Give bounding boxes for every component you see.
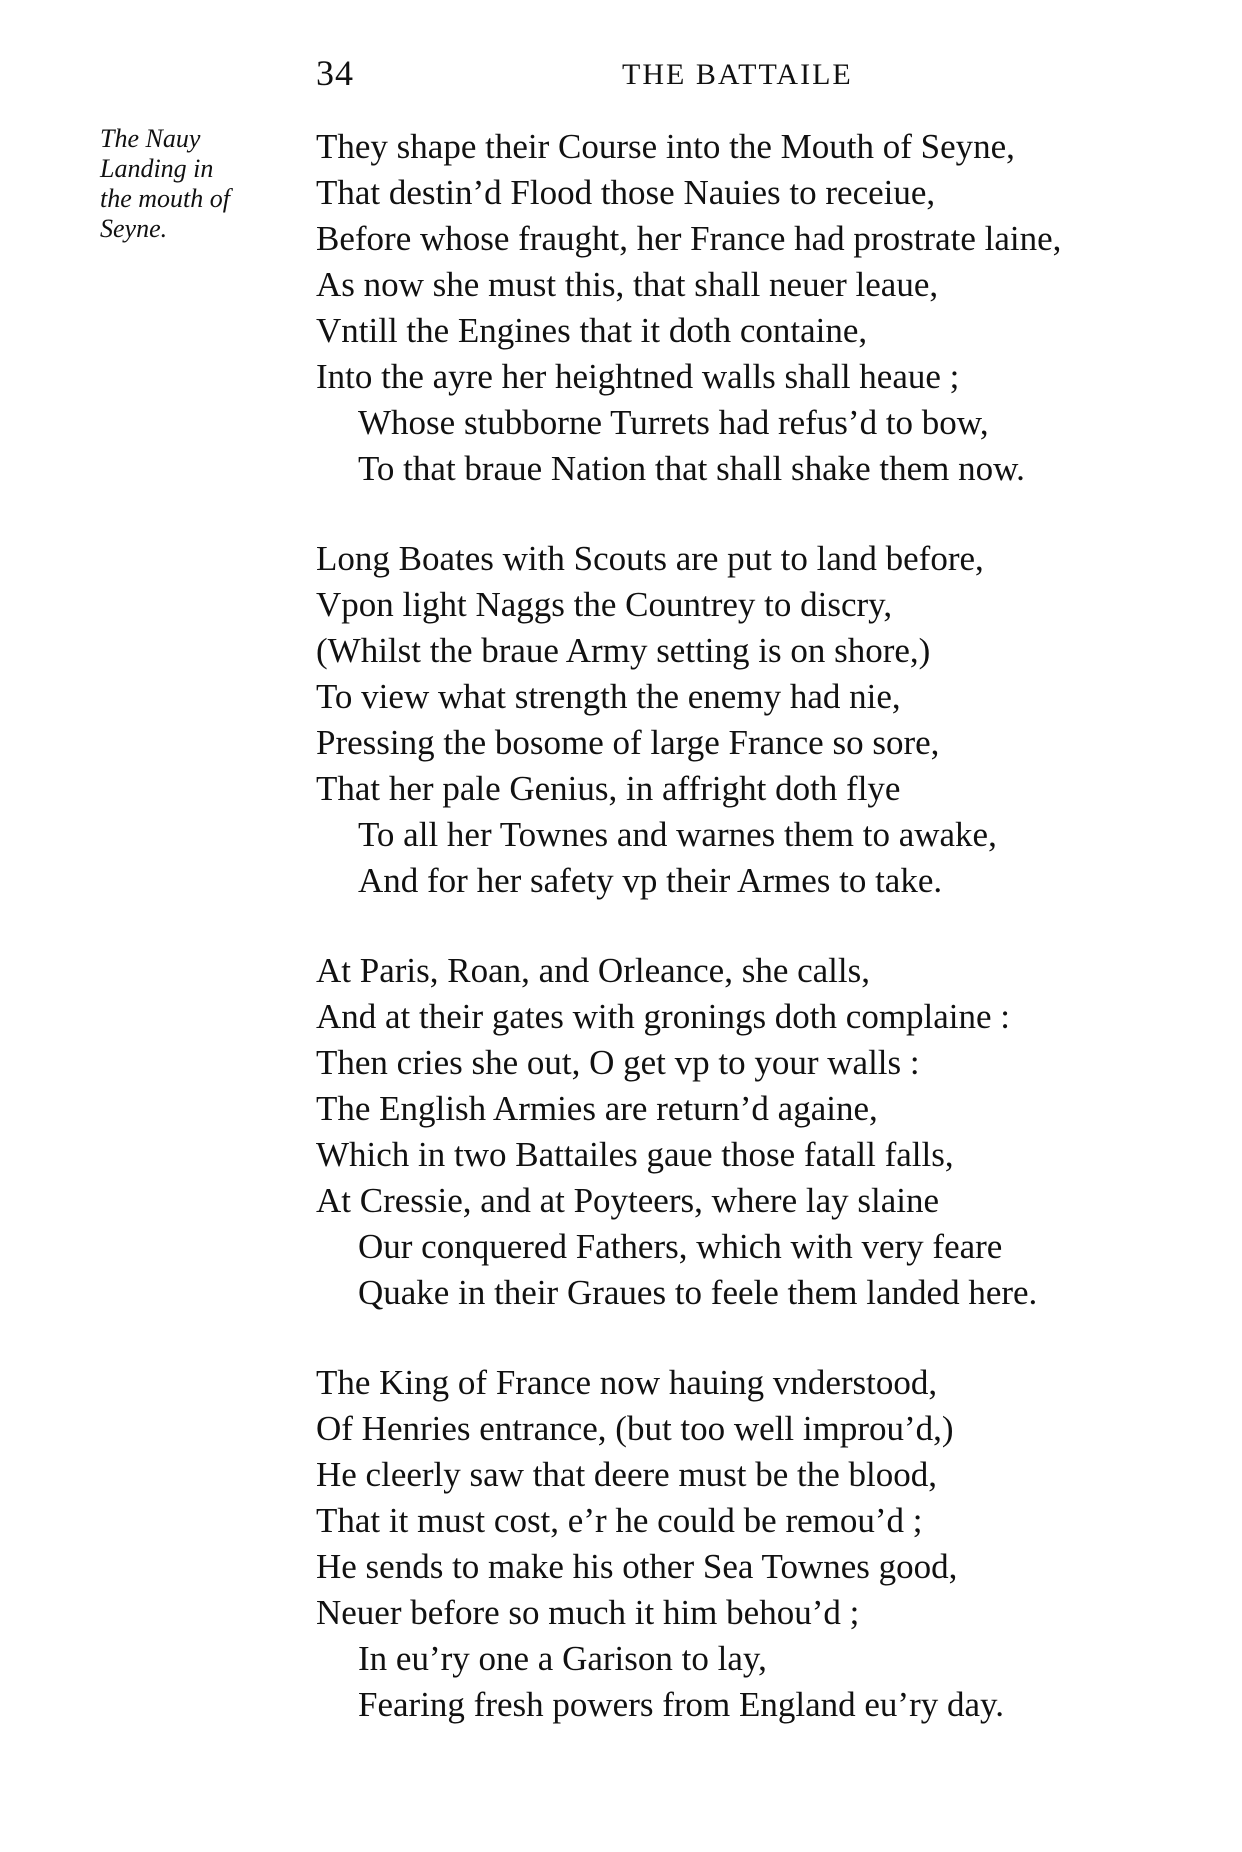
verse-line: Of Henries entrance, (but too well improu’d,) (316, 1409, 954, 1448)
margin-note-line: Seyne. (100, 214, 168, 243)
verse-line-couplet: Whose stubborne Turrets had refus’d to bow, (358, 403, 989, 442)
page-number: 34 (316, 53, 354, 93)
stanza-3 (316, 948, 1216, 1316)
margin-note-line: the mouth of (100, 184, 230, 213)
verse-line-couplet: To all her Townes and warnes them to awake, (358, 815, 997, 854)
verse-line: They shape their Course into the Mouth of Seyne, (316, 127, 1015, 166)
verse-line-couplet: Quake in their Graues to feele them landed here. (358, 1273, 1038, 1312)
verse-line-couplet: In eu’ry one a Garison to lay, (358, 1639, 767, 1678)
margin-note-line: The Nauy (100, 124, 201, 153)
margin-note (100, 124, 300, 244)
stanza-2 (316, 536, 1216, 904)
verse-line: Long Boates with Scouts are put to land before, (316, 539, 984, 578)
verse-line: Before whose fraught, her France had prostrate laine, (316, 219, 1062, 258)
margin-note-line: Landing in (100, 154, 214, 183)
stanza-1 (316, 124, 1216, 492)
verse-line-couplet: To that braue Nation that shall shake them now. (358, 449, 1025, 488)
verse-line: To view what strength the enemy had nie, (316, 677, 901, 716)
verse-line: That her pale Genius, in affright doth flye (316, 769, 901, 808)
verse-line: Neuer before so much it him behou’d ; (316, 1593, 860, 1632)
verse-line: Then cries she out, O get vp to your walls : (316, 1043, 920, 1082)
verse-line: And at their gates with gronings doth complaine : (316, 997, 1011, 1036)
verse-line: At Paris, Roan, and Orleance, she calls, (316, 951, 871, 990)
running-head: THE BATTAILE (622, 58, 853, 91)
verse-line: Which in two Battailes gaue those fatall falls, (316, 1135, 954, 1174)
verse-line: Vntill the Engines that it doth containe, (316, 311, 868, 350)
verse-line: As now she must this, that shall neuer leaue, (316, 265, 939, 304)
verse-line: He sends to make his other Sea Townes good, (316, 1547, 958, 1586)
verse-line: Pressing the bosome of large France so sore, (316, 723, 940, 762)
verse-line: He cleerly saw that deere must be the blood, (316, 1455, 938, 1494)
verse-line: At Cressie, and at Poyteers, where lay slaine (316, 1181, 940, 1220)
verse-line-couplet: Our conquered Fathers, which with very feare (358, 1227, 1003, 1266)
poem-body (316, 124, 1216, 1728)
verse-line: That destin’d Flood those Nauies to receiue, (316, 173, 936, 212)
verse-line: (Whilst the braue Army setting is on shore,) (316, 631, 931, 670)
verse-line: The English Armies are return’d againe, (316, 1089, 878, 1128)
stanza-4 (316, 1360, 1216, 1728)
verse-line: Vpon light Naggs the Countrey to discry, (316, 585, 893, 624)
verse-line-couplet: And for her safety vp their Armes to take. (358, 861, 943, 900)
verse-line-couplet: Fearing fresh powers from England eu’ry day. (358, 1685, 1004, 1724)
verse-line: The King of France now hauing vnderstood, (316, 1363, 938, 1402)
verse-line: That it must cost, e’r he could be remou’d ; (316, 1501, 923, 1540)
verse-line: Into the ayre her heightned walls shall heaue ; (316, 357, 960, 396)
